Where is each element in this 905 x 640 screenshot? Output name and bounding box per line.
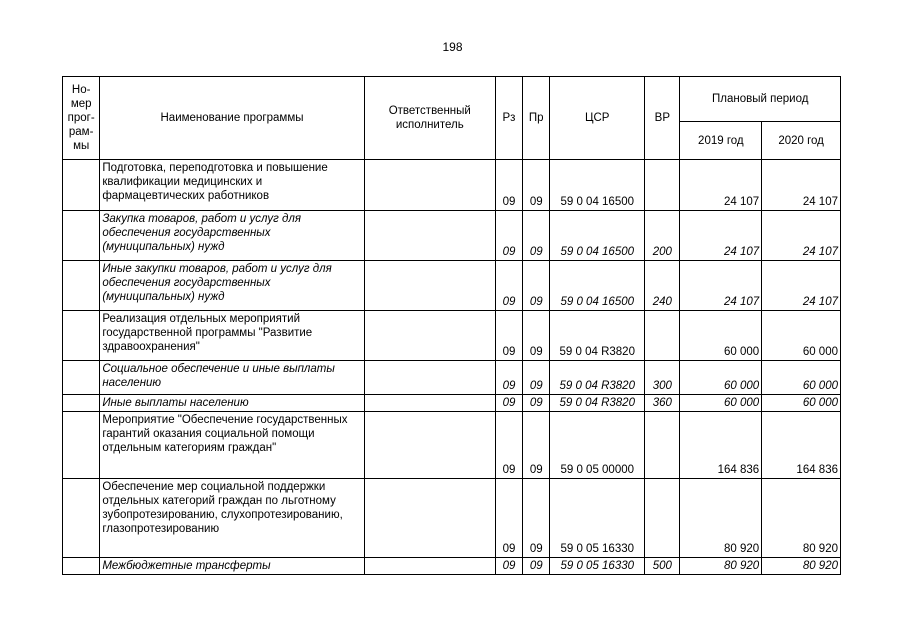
cell-2020: 164 836 [762,412,841,479]
header-rz: Рз [495,77,522,160]
cell-program-number [63,160,100,211]
header-program-number-line: мер [70,98,92,110]
cell-vr: 360 [645,395,680,412]
header-program-number-line: Но- [71,84,91,96]
cell-responsible [364,261,495,311]
header-program-number-line: прог- [67,112,95,124]
cell-rz: 09 [495,160,522,211]
header-responsible [364,77,495,160]
header-year-2019: 2019 год [680,122,762,160]
cell-2020: 60 000 [762,395,841,412]
cell-rz: 09 [495,361,522,395]
cell-program-number [63,261,100,311]
cell-rz: 09 [495,412,522,479]
cell-vr [645,311,680,361]
cell-csr: 59 0 05 16330 [550,558,645,575]
cell-csr: 59 0 04 R3820 [550,395,645,412]
cell-program-name: Иные закупки товаров, работ и услуг для обеспечения государственных (муниципальных) нужд [100,261,364,311]
cell-program-number [63,395,100,412]
cell-csr: 59 0 04 16500 [550,160,645,211]
header-csr: ЦСР [550,77,645,160]
table-row [63,558,841,575]
cell-2019: 24 107 [680,261,762,311]
cell-program-number [63,361,100,395]
cell-rz: 09 [495,211,522,261]
cell-csr: 59 0 04 R3820 [550,361,645,395]
cell-responsible [364,311,495,361]
cell-program-name: Социальное обеспечение и иные выплаты населению [100,361,364,395]
table-row [63,412,841,479]
cell-2020: 60 000 [762,361,841,395]
cell-program-name: Закупка товаров, работ и услуг для обеспечения государственных (муниципальных) нужд [100,211,364,261]
cell-2020: 24 107 [762,261,841,311]
table-row [63,361,841,395]
cell-program-name: Межбюджетные трансферты [100,558,364,575]
cell-2020: 24 107 [762,160,841,211]
cell-program-number [63,412,100,479]
cell-2020: 60 000 [762,311,841,361]
cell-responsible [364,211,495,261]
cell-vr [645,412,680,479]
cell-rz: 09 [495,395,522,412]
cell-csr: 59 0 04 16500 [550,261,645,311]
cell-program-number [63,311,100,361]
cell-2020: 80 920 [762,558,841,575]
cell-rz: 09 [495,479,522,558]
header-program-number-line: рам- [68,126,94,138]
cell-rz: 09 [495,311,522,361]
header-year-2020: 2020 год [762,122,841,160]
header-program-name: Наименование программы [100,77,364,160]
header-pr: Пр [523,77,550,160]
table-row [63,160,841,211]
header-responsible-line: Ответственный [388,105,471,117]
table-row [63,479,841,558]
cell-csr: 59 0 04 R3820 [550,311,645,361]
header-plan-period: Плановый период [680,77,841,122]
cell-program-name: Обеспечение мер социальной поддержки отдельных категорий граждан по льготному зубопротезированию, слухопротезированию, глазопротезированию [100,479,364,558]
cell-program-number [63,558,100,575]
cell-2019: 60 000 [680,395,762,412]
cell-csr: 59 0 05 16330 [550,479,645,558]
cell-rz: 09 [495,261,522,311]
budget-table [62,76,841,575]
cell-2020: 80 920 [762,479,841,558]
cell-program-name: Мероприятие "Обеспечение государственных гарантий оказания социальной помощи отдельным категориям граждан" [100,412,364,479]
table-body [63,160,841,575]
cell-csr: 59 0 04 16500 [550,211,645,261]
cell-vr: 300 [645,361,680,395]
cell-csr: 59 0 05 00000 [550,412,645,479]
header-vr: ВР [645,77,680,160]
header-responsible-line: исполнитель [395,119,464,131]
cell-pr: 09 [523,412,550,479]
table-row [63,261,841,311]
page-number: 198 [442,40,463,54]
header-program-number-line: мы [73,140,90,152]
table-row [63,395,841,412]
cell-vr: 240 [645,261,680,311]
cell-2019: 80 920 [680,479,762,558]
cell-responsible [364,160,495,211]
cell-pr: 09 [523,479,550,558]
header-program-number [63,77,100,160]
cell-program-name: Иные выплаты населению [100,395,364,412]
cell-2019: 80 920 [680,558,762,575]
cell-rz: 09 [495,558,522,575]
cell-2019: 60 000 [680,361,762,395]
cell-2019: 60 000 [680,311,762,361]
cell-program-number [63,479,100,558]
cell-program-name: Реализация отдельных мероприятий государственной программы "Развитие здравоохранения" [100,311,364,361]
cell-responsible [364,361,495,395]
table-row [63,211,841,261]
cell-pr: 09 [523,361,550,395]
cell-vr: 200 [645,211,680,261]
cell-pr: 09 [523,558,550,575]
cell-2020: 24 107 [762,211,841,261]
table-row [63,311,841,361]
cell-pr: 09 [523,211,550,261]
cell-responsible [364,412,495,479]
cell-responsible [364,479,495,558]
cell-vr [645,479,680,558]
cell-program-name: Подготовка, переподготовка и повышение квалификации медицинских и фармацевтических работников [100,160,364,211]
cell-pr: 09 [523,261,550,311]
cell-2019: 24 107 [680,160,762,211]
cell-responsible [364,395,495,412]
cell-responsible [364,558,495,575]
cell-2019: 164 836 [680,412,762,479]
cell-pr: 09 [523,160,550,211]
cell-pr: 09 [523,311,550,361]
cell-vr [645,160,680,211]
cell-program-number [63,211,100,261]
cell-vr: 500 [645,558,680,575]
cell-pr: 09 [523,395,550,412]
cell-2019: 24 107 [680,211,762,261]
table-header [63,77,841,160]
